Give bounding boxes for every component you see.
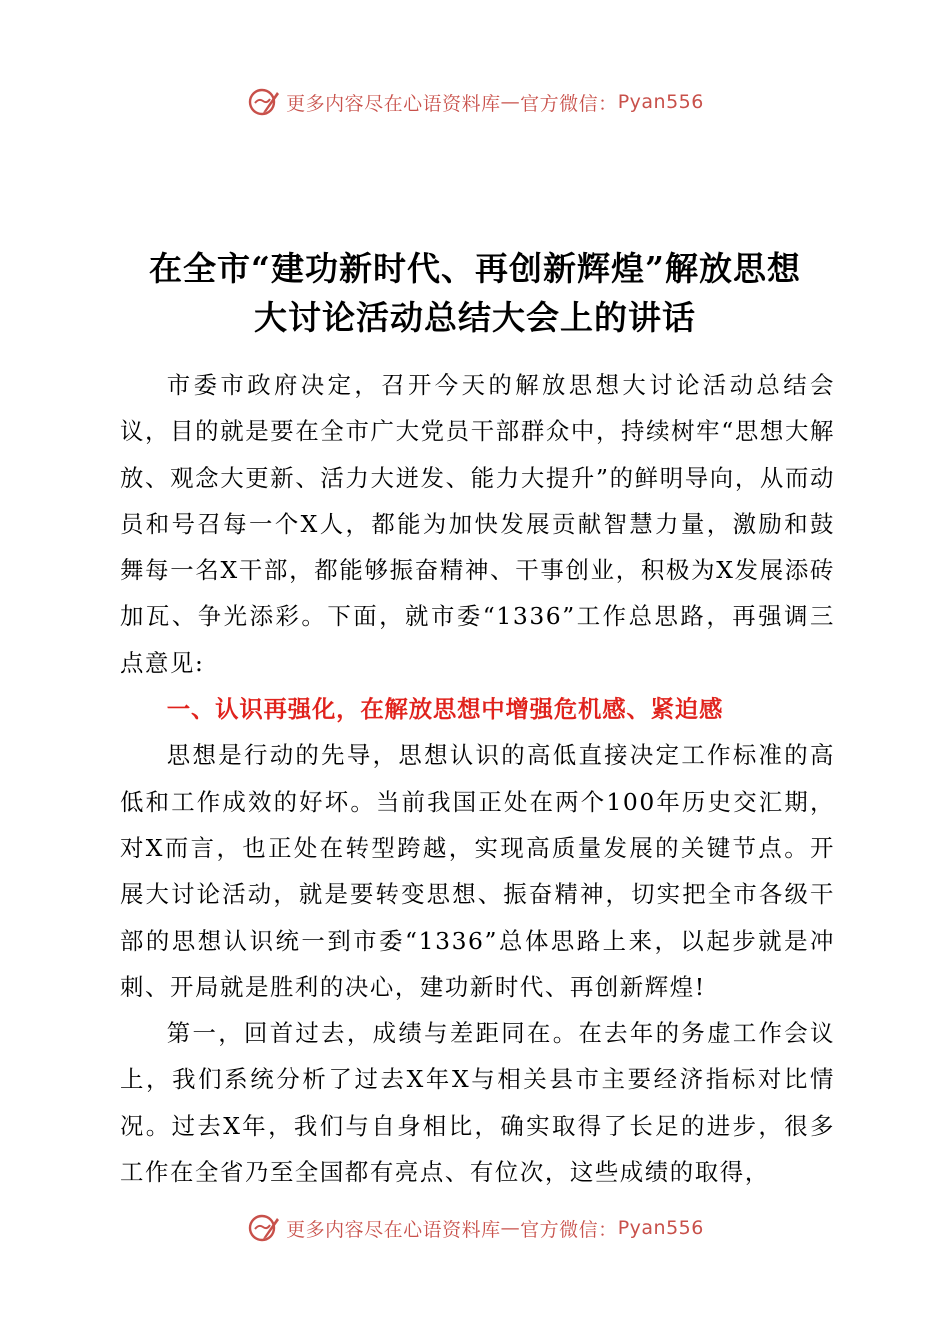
watermark-colon: ： [598,1218,618,1241]
watermark-text: 更多内容尽在心语资料库 [286,92,501,115]
watermark-footer [0,1208,950,1248]
watermark-separator: — [500,1217,521,1239]
watermark-wechat-id: Pyan556 [617,91,704,113]
paragraph-intro: 市委市政府决定，召开今天的解放思想大讨论活动总结会议，目的就是要在全市广大党员干部群众中，持续树牢“思想大解放、观念大更新、活力大迸发、能力大提升”的鲜明导向，从而动员和号召每一个X人，都能为加快发展贡献智慧力量，激励和鼓舞每一名X干部，都能够振奋精神、干事创业，积极为X发展添砖加瓦、争光添彩。下面，就市委“1336”工作总思路，再强调三点意见: [120,371,835,677]
section-heading-1: 一、认识再强化，在解放思想中增强危机感、紧迫感 [166,695,724,724]
document-body [120,362,835,1195]
paragraph-thought: 思想是行动的先导，思想认识的高低直接决定工作标准的高低和工作成效的好坏。当前我国正处在两个100年历史交汇期，对X而言，也正处在转型跨越，实现高质量发展的关键节点。开展大讨论活动，就是要转变思想、振奋精神，切实把全市各级干部的思想认识统一到市委“1336”总体思路上来，以起步就是冲刺、开局就是胜利的决心，建功新时代、再创新辉煌! [120,741,835,1001]
watermark-wechat-id: Pyan556 [617,1217,704,1239]
paragraph-first-point: 第一，回首过去，成绩与差距同在。在去年的务虚工作会议上，我们系统分析了过去X年X与相关县市主要经济指标对比情况。过去X年，我们与自身相比，确实取得了长足的进步，很多工作在全省乃至全国都有亮点、有位次，这些成绩的取得， [120,1019,835,1187]
document-title-line-2: 大讨论活动总结大会上的讲话 [254,298,696,337]
watermark-header [0,82,950,122]
watermark-text: 更多内容尽在心语资料库 [286,1218,501,1241]
watermark-label: 官方微信 [520,92,599,115]
watermark-colon: ： [598,92,618,115]
document-title-line-1: 在全市“建功新时代、再创新辉煌”解放思想 [149,249,801,288]
watermark-label: 官方微信 [520,1218,599,1241]
pen-circle-logo-icon [246,1211,280,1245]
pen-circle-logo-icon [246,85,280,119]
watermark-separator: — [500,91,521,113]
